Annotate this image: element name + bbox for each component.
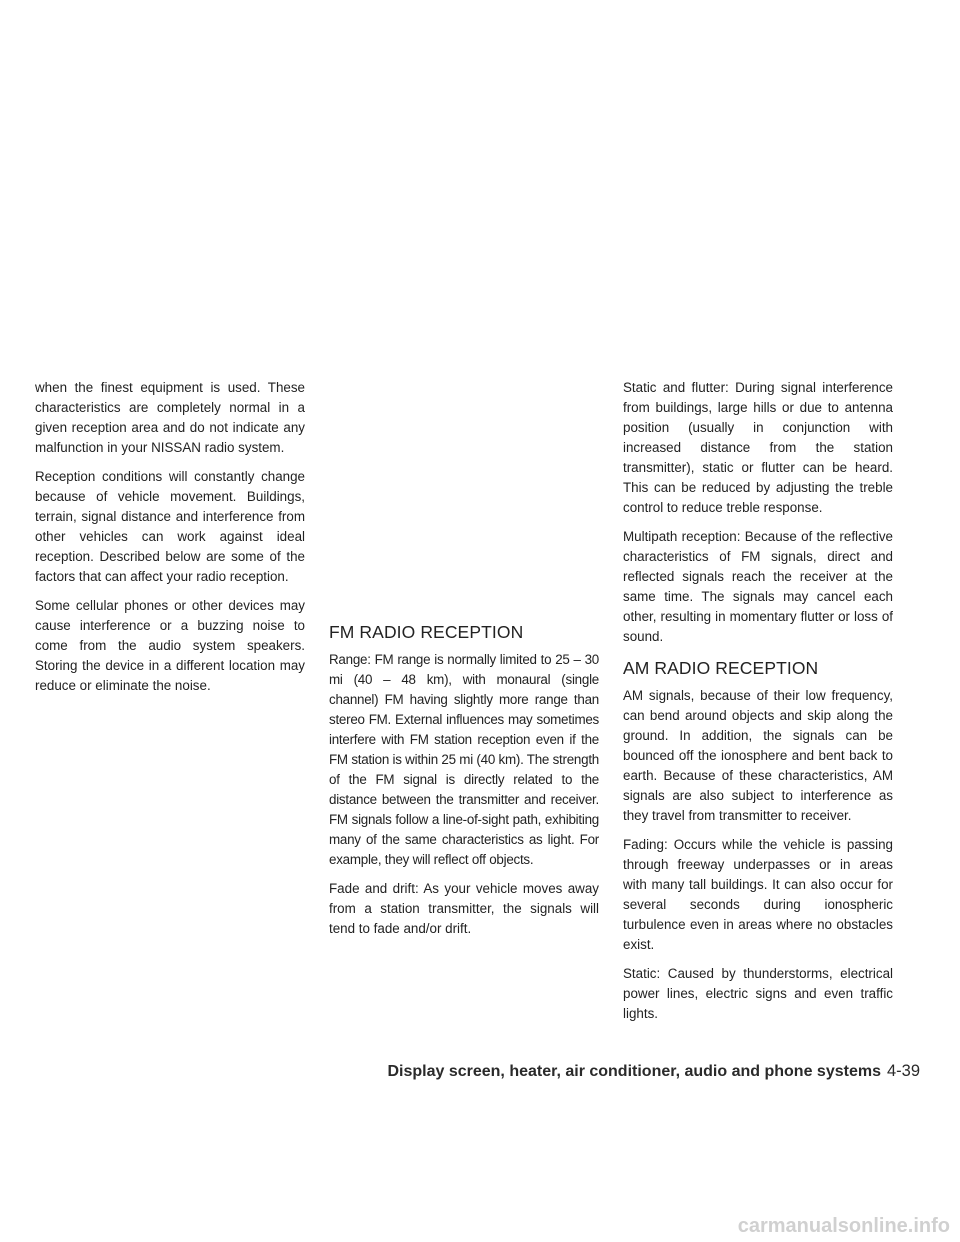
paragraph-static: Static: Caused by thunderstorms, electrical power lines, electric signs and even traffic lights.: [623, 966, 893, 1021]
paragraph-equipment-normal: when the finest equipment is used. These characteristics are completely normal in a given reception area and do not indicate any malfunction in your NISSAN radio system.: [35, 380, 305, 455]
column-left: [35, 378, 305, 705]
am-section-heading: AM RADIO RECEPTION: [623, 658, 819, 678]
column-right: [623, 378, 893, 1033]
paragraph-multipath: Multipath reception: Because of the reflective characteristics of FM signals, direct and reflected signals reach the receiver at the same time. The signals may cancel each other, resulting in momentary flutter or loss of sound.: [623, 529, 893, 644]
paragraph-static-flutter: Static and flutter: During signal interference from buildings, large hills or due to antenna position (usually in conjunction with increased distance from the station transmitter), static or flutter can be heard. This can be reduced by adjusting the treble control to reduce treble response.: [623, 380, 893, 515]
paragraph-fm-range: Range: FM range is normally limited to 25 – 30 mi (40 – 48 km), with monaural (single channel) FM having slightly more range than stereo FM. External influences may sometimes interfere with FM station reception even if the FM station is within 25 mi (40 km). The strength of the FM signal is directly related to the distance between the transmitter and receiver. FM signals follow a line-of-sight path, exhibiting many of the same characteristics as light. For example, they will reflect off objects.: [329, 652, 599, 867]
paragraph-cellular-interference: Some cellular phones or other devices may cause interference or a buzzing noise to come from the audio system speakers. Storing the device in a different location may reduce or eliminate the noise.: [35, 598, 305, 693]
paragraph-reception-conditions: Reception conditions will constantly change because of vehicle movement. Buildings, terrain, signal distance and interference from other vehicles can work against ideal reception. Described below are some of the factors that can affect your radio reception.: [35, 469, 305, 584]
watermark-logo: carmanualsonline.info: [737, 1215, 950, 1237]
page-number: 4-39: [886, 1062, 920, 1080]
footer-section-title: Display screen, heater, air conditioner, audio and phone systems: [387, 1063, 881, 1080]
fm-section-heading: FM RADIO RECEPTION: [329, 622, 524, 642]
paragraph-fade-drift: Fade and drift: As your vehicle moves away from a station transmitter, the signals will tend to fade and/or drift.: [329, 881, 599, 936]
page-footer: [387, 1062, 920, 1081]
column-middle: [329, 620, 599, 948]
paragraph-fading: Fading: Occurs while the vehicle is passing through freeway underpasses or in areas with many tall buildings. It can also occur for several seconds during ionospheric turbulence even in areas where no obstacles exist.: [623, 837, 893, 952]
paragraph-am-signals: AM signals, because of their low frequency, can bend around objects and skip along the ground. In addition, the signals can be bounced off the ionosphere and bent back to earth. Because of these characteristics, AM signals are also subject to interference as they travel from transmitter to receiver.: [623, 688, 893, 823]
